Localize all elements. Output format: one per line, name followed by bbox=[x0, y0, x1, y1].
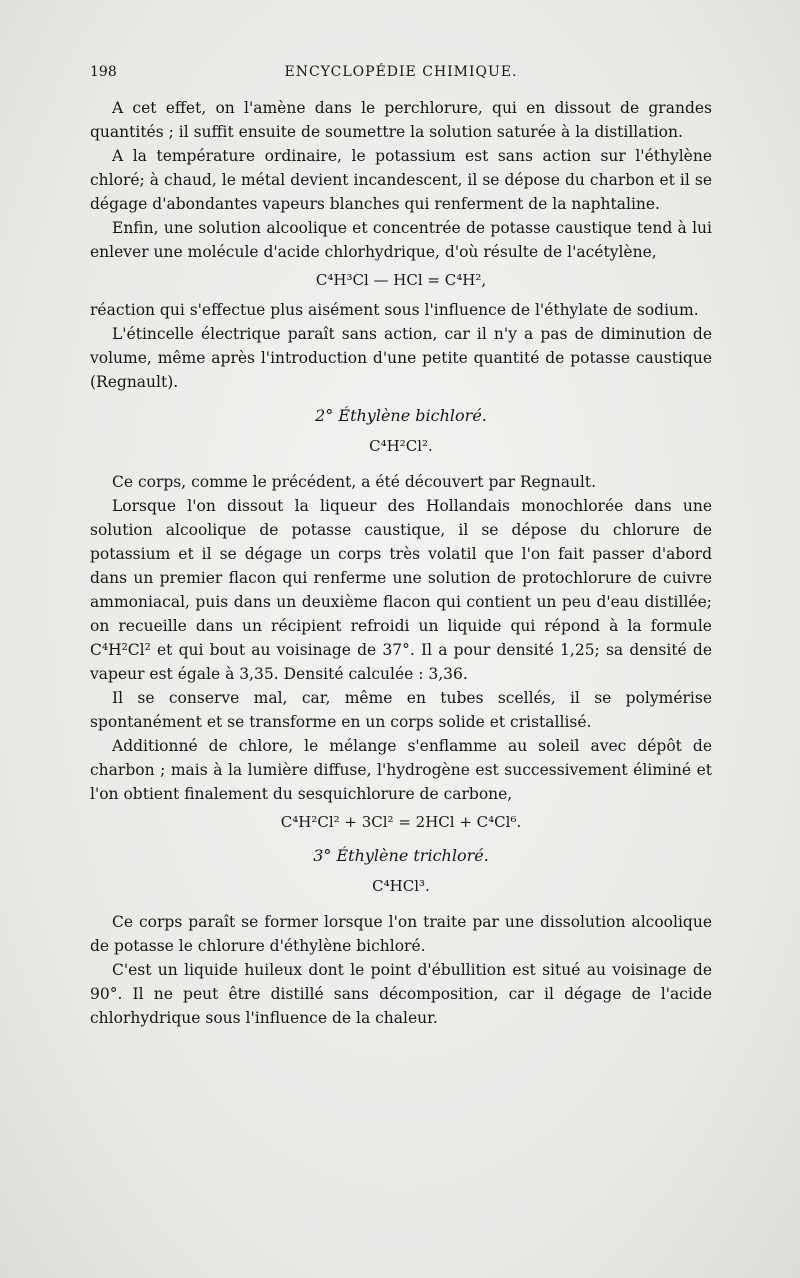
paragraph: Il se conserve mal, car, même en tubes scellés, il se polymérise spontanément et se transforme en un corps solide et cristallisé. bbox=[90, 689, 712, 731]
section-heading: 2° Éthylène bichloré. bbox=[315, 406, 487, 425]
paragraph: Enfin, une solution alcoolique et concentrée de potasse caustique tend à lui enlever une molécule d'acide chlorhydrique, d'où résulte de l'acétylène, bbox=[90, 219, 712, 261]
page-number: 198 bbox=[90, 64, 117, 80]
section-heading: 3° Éthylène trichloré. bbox=[313, 846, 489, 865]
paragraph: Additionné de chlore, le mélange s'enflamme au soleil avec dépôt de charbon ; mais à la lumière diffuse, l'hydrogène est successivement éliminé et l'on obtient finalement du sesquichlorure de carbone, bbox=[90, 737, 712, 803]
formula: C⁴H³Cl — HCl = C⁴H², bbox=[315, 271, 487, 289]
paragraph: réaction qui s'effectue plus aisément sous l'influence de l'éthylate de sodium. bbox=[90, 301, 699, 319]
running-title: ENCYCLOPÉDIE CHIMIQUE. bbox=[284, 64, 518, 80]
paragraph: A la température ordinaire, le potassium est sans action sur l'éthylène chloré; à chaud, le métal devient incandescent, il se dépose du charbon et il se dégage d'abondantes vapeurs blanches qui renferment de la naphtaline. bbox=[90, 147, 712, 213]
paragraph: A cet effet, on l'amène dans le perchlorure, qui en dissout de grandes quantités ; il suffit ensuite de soumettre la solution saturée à la distillation. bbox=[90, 99, 712, 141]
page-body bbox=[90, 96, 712, 1030]
formula: C⁴HCl³. bbox=[372, 877, 430, 895]
spacer bbox=[90, 900, 712, 910]
formula: C⁴H²Cl² + 3Cl² = 2HCl + C⁴Cl⁶. bbox=[280, 813, 522, 831]
paragraph: C'est un liquide huileux dont le point d'ébullition est situé au voisinage de 90°. Il ne peut être distillé sans décomposition, car il dégage de l'acide chlorhydrique sous l'influence de la chaleur. bbox=[90, 961, 712, 1027]
formula: C⁴H²Cl². bbox=[369, 437, 433, 455]
paragraph: L'étincelle électrique paraît sans action, car il n'y a pas de diminution de volume, même après l'introduction d'une petite quantité de potasse caustique (Regnault). bbox=[90, 325, 712, 391]
page-header bbox=[90, 64, 712, 90]
paragraph: Ce corps paraît se former lorsque l'on traite par une dissolution alcoolique de potasse le chlorure d'éthylène bichloré. bbox=[90, 913, 712, 955]
paragraph: Ce corps, comme le précédent, a été découvert par Regnault. bbox=[112, 473, 597, 491]
paragraph: Lorsque l'on dissout la liqueur des Hollandais monochlorée dans une solution alcoolique de potasse caustique, il se dépose du chlorure de potassium et il se dégage un corps très volatil que l'on fait passer d'abord dans un premier flacon qui renferme une solution de protochlorure de cuivre ammoniacal, puis dans un deuxième flacon qui contient un peu d'eau distillée; on recueille dans un récipient refroidi un liquide qui répond à la formule C⁴H²Cl² et qui bout au voisinage de 37°. Il a pour densité 1,25; sa densité de vapeur est égale à 3,35. Densité calculée : 3,36. bbox=[90, 497, 712, 683]
spacer bbox=[90, 460, 712, 470]
